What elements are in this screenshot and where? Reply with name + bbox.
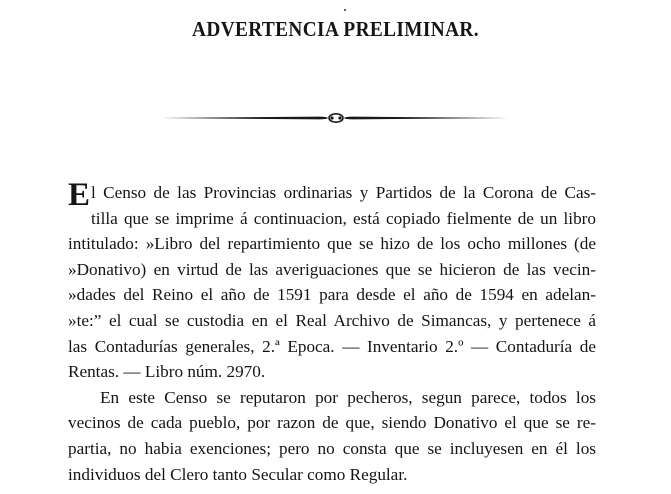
text-line: »te:” el cual se custodia en el Real Archivo de Simancas, y pertenece á <box>68 310 596 330</box>
ornamental-rule <box>161 108 511 128</box>
text-line: l Censo de las Provincias ordinarias y Partidos de la Corona de Cas- <box>91 183 596 202</box>
text-line: Rentas. — Libro núm. 2970. <box>68 362 266 382</box>
text-line: partia, no habia exenciones; pero no consta que se incluyesen en él los <box>68 438 596 458</box>
document-title: ADVERTENCIA PRELIMINAR. <box>192 17 479 41</box>
drop-cap: E <box>68 177 91 213</box>
paragraph-2 <box>68 385 596 487</box>
text-line: »dades del Reino el año de 1591 para desde el año de 1594 en adelan- <box>68 285 596 305</box>
text-line: intitulado: »Libro del repartimiento que se hizo de los ocho millones (de <box>68 234 596 254</box>
text-line: las Contadurías generales, 2.ª Epoca. — Inventario 2.º — Contaduría de <box>68 336 596 356</box>
text-line: vecinos de cada pueblo, por razon de que, siendo Donativo el que se re- <box>68 413 596 433</box>
text-line: En este Censo se reputaron por pecheros, segun parece, todos los <box>100 387 596 407</box>
body-text <box>68 177 596 487</box>
printer-mark <box>344 9 346 11</box>
text-line: individuos del Clero tanto Secular como Regular. <box>68 464 408 484</box>
text-line: »Donativo) en virtud de las averiguaciones que se hicieron de las vecin- <box>68 259 596 279</box>
text-line: tilla que se imprime á continuacion, está copiado fielmente de un libro <box>91 208 596 228</box>
paragraph-1 <box>68 177 596 385</box>
